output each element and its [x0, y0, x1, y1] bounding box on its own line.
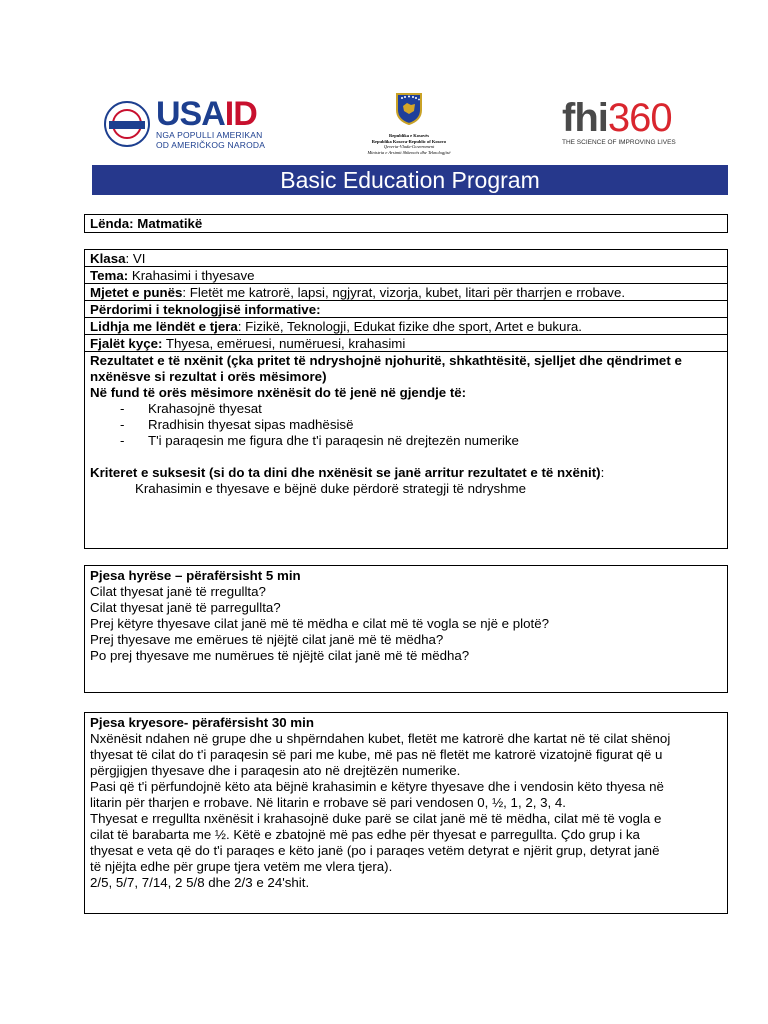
- fhi360-wordmark: fhi360: [562, 96, 672, 140]
- lesson-info-table: [84, 249, 728, 549]
- topic-value: Krahasimi i thyesave: [128, 268, 255, 283]
- kosovo-line-3: Qeveria-Vlada-Government: [383, 144, 435, 149]
- outcomes-list: [90, 401, 722, 449]
- outcomes-cell: [85, 352, 727, 497]
- main-line: 2/5, 5/7, 7/14, 2 5/8 dhe 2/3 e 24'shit.: [90, 875, 310, 890]
- program-banner: Basic Education Program: [92, 165, 728, 195]
- kosovo-line-2: Republika Kosova-Republic of Kosovo: [371, 138, 447, 144]
- topic-label: Tema:: [90, 268, 129, 283]
- kosovo-government-logo: [364, 92, 454, 155]
- class-row: [85, 250, 727, 267]
- intro-title: Pjesa hyrëse – përafërsisht 5 min: [90, 568, 301, 583]
- outcome-item: - T'i paraqesin me figura dhe t'i paraqesin në drejtezën numerike: [120, 433, 722, 449]
- usaid-logo: [104, 95, 266, 150]
- materials-row: [85, 284, 727, 301]
- outcomes-title: Rezultatet e të nxënit (çka pritet të ndryshojnë njohuritë, shkathtësitë, sjelljet dhe qëndrimet e nxënësve si rezultat i orës mësimore): [90, 353, 682, 384]
- main-line: thyesat të cilat do t'i paraqesin së pari me kube, më pas në fletët me katrorë vizatojnë figurat që u: [90, 747, 663, 762]
- intro-line: Prej këtyre thyesave cilat janë më të mëdha e cilat më të vogla se një e plotë?: [90, 616, 549, 631]
- subject-row: [85, 215, 727, 232]
- main-line: Pasi që t'i përfundojnë këto ata bëjnë krahasimin e këtyre thyesave dhe i vendosin këto thyesa në: [90, 779, 664, 794]
- subject-links-label: Lidhja me lëndët e tjera: [90, 319, 238, 334]
- subject-label: Lënda:: [90, 216, 134, 231]
- outcome-item: - Krahasojnë thyesat: [120, 401, 722, 417]
- kosovo-shield-icon: [395, 92, 423, 126]
- intro-line: Prej thyesave me emërues të njëjtë cilat janë më të mëdha?: [90, 632, 444, 647]
- intro-line: Cilat thyesat janë të rregullta?: [90, 584, 266, 599]
- technology-label: Përdorimi i teknologjisë informative:: [90, 302, 321, 317]
- topic-row: [85, 267, 727, 284]
- main-line: litarin për tharjen e rrobave. Në litarin e rrobave së pari vendosen 0, ½, 1, 2, 3, 4.: [90, 795, 566, 810]
- subject-value: Matmatikë: [133, 216, 203, 231]
- usaid-seal-icon: [104, 101, 150, 147]
- usaid-wordmark: USAID: [156, 95, 257, 133]
- main-section: [84, 712, 728, 914]
- kosovo-line-1: Republika e Kosovës: [388, 133, 429, 138]
- header-logos: [92, 92, 728, 160]
- criteria-text: Krahasimin e thyesave e bëjnë duke përdorë strategji të ndryshme: [135, 481, 526, 496]
- keywords-row: [85, 335, 727, 352]
- subject-box: [84, 214, 728, 233]
- intro-section: [84, 565, 728, 693]
- fhi360-logo: [562, 98, 676, 146]
- class-value: : VI: [125, 251, 146, 266]
- outcome-item: - Rradhisin thyesat sipas madhësisë: [120, 417, 722, 433]
- keywords-label: Fjalët kyçe:: [90, 336, 163, 351]
- main-line: thyesat e veta që do t'i paraqes e këto janë (po i paraqes vetëm detyrat e njërit grup, detyrat janë: [90, 843, 660, 858]
- materials-label: Mjetet e punës: [90, 285, 183, 300]
- main-line: Nxënësit ndahen në grupe dhe u shpërndahen kubet, fletët me katrorë dhe kartat në të cilat shënoj: [90, 731, 671, 746]
- main-line: cilat të barabarta me ½. Këtë e zbatojnë më pas edhe për thyesat e parregullta. Çdo grup i ka: [90, 827, 640, 842]
- intro-line: Po prej thyesave me numërues të njëjtë cilat janë më të mëdha?: [90, 648, 470, 663]
- main-line: Thyesat e rregullta nxënësit i krahasojnë duke parë se cilat janë më të mëdha, cilat më të vogla e: [90, 811, 662, 826]
- usaid-subtitle-1: NGA POPULLI AMERIKAN: [156, 130, 263, 140]
- usaid-subtitle-2: OD AMERIČKOG NARODA: [156, 140, 266, 150]
- keywords-value: Thyesa, emëruesi, numëruesi, krahasimi: [162, 336, 406, 351]
- criteria-colon: :: [600, 465, 605, 480]
- main-title: Pjesa kryesore- përafërsisht 30 min: [90, 715, 314, 730]
- main-line: përgjigjen thyesave dhe i paraqesin ato në drejtëzën numerike.: [90, 763, 461, 778]
- subject-links-value: : Fizikë, Teknologji, Edukat fizike dhe sport, Artet e bukura.: [237, 319, 582, 334]
- class-label: Klasa: [90, 251, 126, 266]
- criteria-title: Kriteret e suksesit (si do ta dini dhe nxënësit se janë arritur rezultatet e të nxënit): [90, 465, 601, 480]
- kosovo-line-4: Ministria e Arsimit Shkencës dhe Teknologjisë: [367, 149, 451, 155]
- main-line: të njëjta edhe për grupe tjera vetëm me vlera tjera).: [90, 859, 393, 874]
- outcomes-intro: Në fund të orës mësimore nxënësit do të jenë në gjendje të:: [90, 385, 467, 400]
- subject-links-row: [85, 318, 727, 335]
- materials-value: : Fletët me katrorë, lapsi, ngjyrat, vizorja, kubet, litari për tharrjen e rrobave.: [182, 285, 626, 300]
- fhi360-tagline: THE SCIENCE OF IMPROVING LIVES: [562, 139, 676, 146]
- technology-row: [85, 301, 727, 318]
- intro-line: Cilat thyesat janë të parregullta?: [90, 600, 281, 615]
